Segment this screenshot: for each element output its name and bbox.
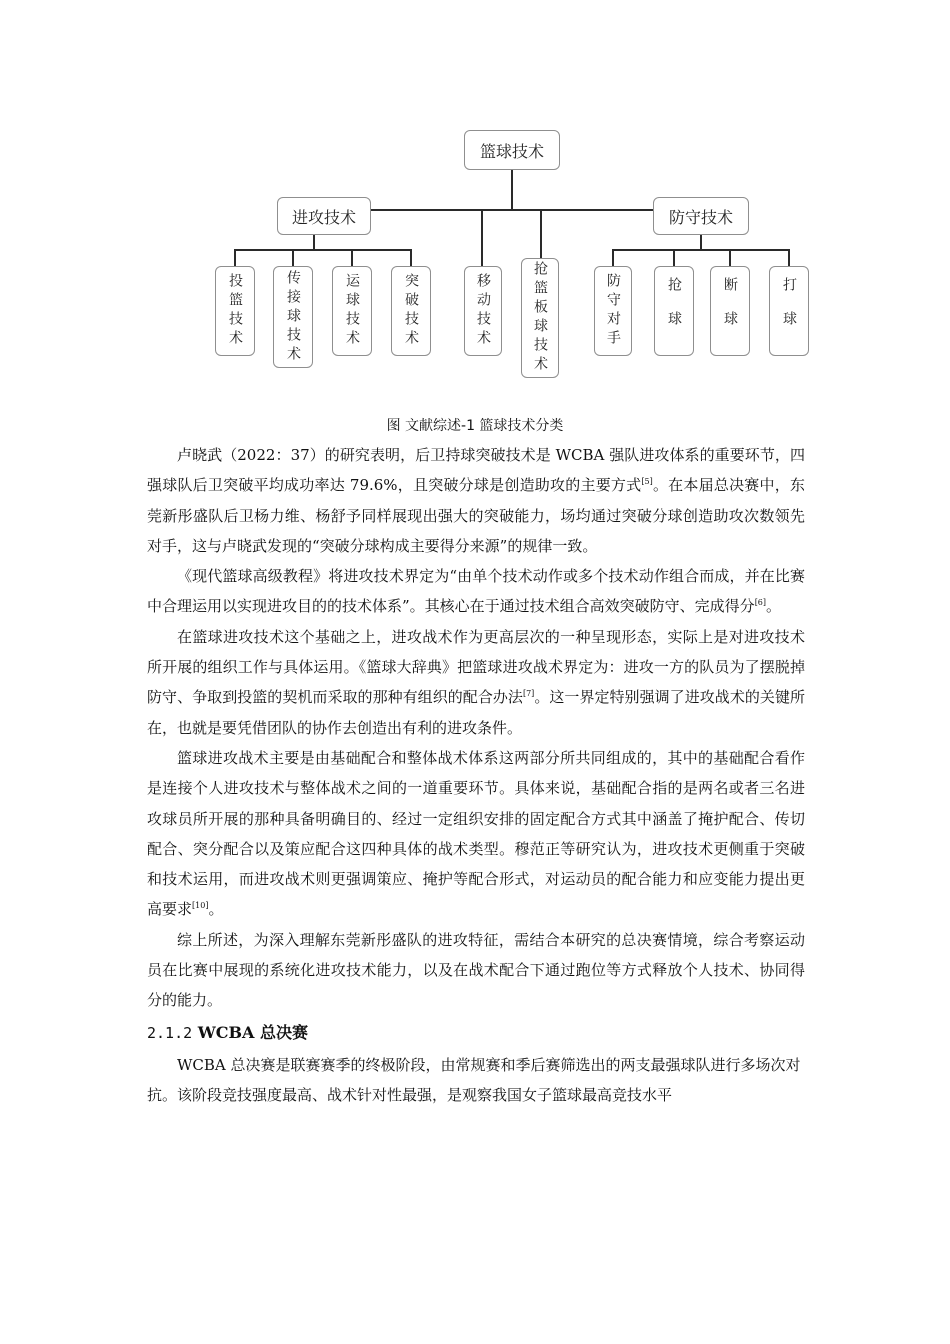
offense-node: 进攻技术 [277,197,371,235]
body-text [147,440,805,1110]
connector [700,235,702,250]
steal-node [654,266,694,356]
section-heading [147,1016,805,1050]
breakthrough-node [391,266,431,356]
node-label: 移动技术 [475,273,491,349]
connector [410,249,412,267]
node-label: 打球 [781,277,797,345]
defense-node: 防守技术 [653,197,749,235]
connector [234,249,412,251]
node-label: 断球 [722,277,738,345]
paragraph-text: 。 [766,597,782,616]
citation: [7] [522,689,535,699]
paragraph-text: 卢晓武（2022：37）的研究表明，后卫持球突破技术是 WCBA 强队进攻体系的重要环节，四强球队后卫突破平均成功率达 79.6%，且突破分球是创造助攻的主要方式 [147,446,805,495]
citation: [6] [754,598,767,608]
rebound-node [521,258,559,378]
shooting-node [215,266,255,356]
strip-node [769,266,809,356]
citation: [10] [192,901,209,911]
paragraph [147,561,805,622]
section-title: WCBA 总决赛 [197,1022,308,1042]
connector [351,249,353,267]
paragraph-text: 《现代篮球高级教程》将进攻技术界定为“由单个技术动作或多个技术动作组合而成，并在比赛中合理运用以实现进攻目的的技术体系”。其核心在于通过技术组合高效突破防守、完成得分 [147,567,805,616]
connector [369,209,655,211]
paragraph-text: 。 [208,900,224,919]
node-label: 投篮技术 [227,273,243,349]
paragraph-text: 。这一界定特别强调了进攻战术的关键所在，也就是要凭借团队的协作去创造出有利的进攻条件。 [147,688,805,737]
connector [673,249,675,267]
paragraph-text: 在篮球进攻技术这个基础之上，进攻战术作为更高层次的一种呈现形态，实际上是对进攻技术所开展的组织工作与具体运用。《篮球大辞典》把篮球进攻战术界定为：进攻一方的队员为了摆脱掉防守、争取到投篮的契机而采取的那种有组织的配合办法 [147,627,805,707]
marking-node [594,266,632,356]
connector [729,249,731,267]
node-label: 抢球 [666,277,682,345]
paragraph [147,440,805,561]
node-label: 抢篮板球技术 [532,261,548,375]
node-label: 突破技术 [403,273,419,349]
paragraph [147,743,805,925]
connector [788,249,790,267]
node-label: 传接球技术 [285,269,301,365]
connector [511,170,513,210]
paragraph [147,622,805,743]
figure-caption: 图 文献综述-1 篮球技术分类 [386,418,564,434]
root-node: 篮球技术 [464,130,560,170]
dribbling-node [332,266,372,356]
passing-node [273,266,313,368]
connector [292,249,294,267]
technique-classification-diagram [0,0,950,400]
citation: [5] [641,477,653,487]
paragraph-text: 。在本届总决赛中，东莞新彤盛队后卫杨力维、杨舒予同样展现出强大的突破能力，场均通过突破分球创造助攻次数领先对手，这与卢晓武发现的“突破分球构成主要得分来源”的规律一致。 [147,476,805,555]
connector [481,209,483,266]
node-label: 防守对手 [605,273,621,349]
paragraph [147,925,805,1016]
movement-node [464,266,502,356]
paragraph-text: 综上所述，为深入理解东莞新彤盛队的进攻特征，需结合本研究的总决赛情境，综合考察运动员在比赛中展现的系统化进攻技术能力，以及在战术配合下通过跑位等方式释放个人技术、协同得分的能力。 [147,930,805,1010]
connector [612,249,790,251]
section-number: 2.1.2 [147,1023,193,1042]
intercept-node [710,266,750,356]
paragraph: WCBA 总决赛是联赛赛季的终极阶段，由常规赛和季后赛筛选出的两支最强球队进行多场次对抗。该阶段竞技强度最高、战术针对性最强，是观察我国女子篮球最高竞技水平 [147,1055,801,1104]
connector [612,249,614,267]
connector [540,209,542,258]
connector [313,235,315,250]
paragraph-text: 篮球进攻战术主要是由基础配合和整体战术体系这两部分所共同组成的，其中的基础配合看作是连接个人进攻技术与整体战术之间的一道重要环节。具体来说，基础配合指的是两名或者三名进攻球员所开展的那种具备明确目的、经过一定组织安排的固定配合方式其中涵盖了掩护配合、传切配合、突分配合以及策应配合这四种具体的战术类型。穆范正等研究认为，进攻技术更侧重于突破和技术运用，而进攻战术则更强调策应、掩护等配合形式，对运动员的配合能力和应变能力提出更高要求 [147,748,805,919]
node-label: 运球技术 [344,273,360,349]
connector [234,249,236,267]
